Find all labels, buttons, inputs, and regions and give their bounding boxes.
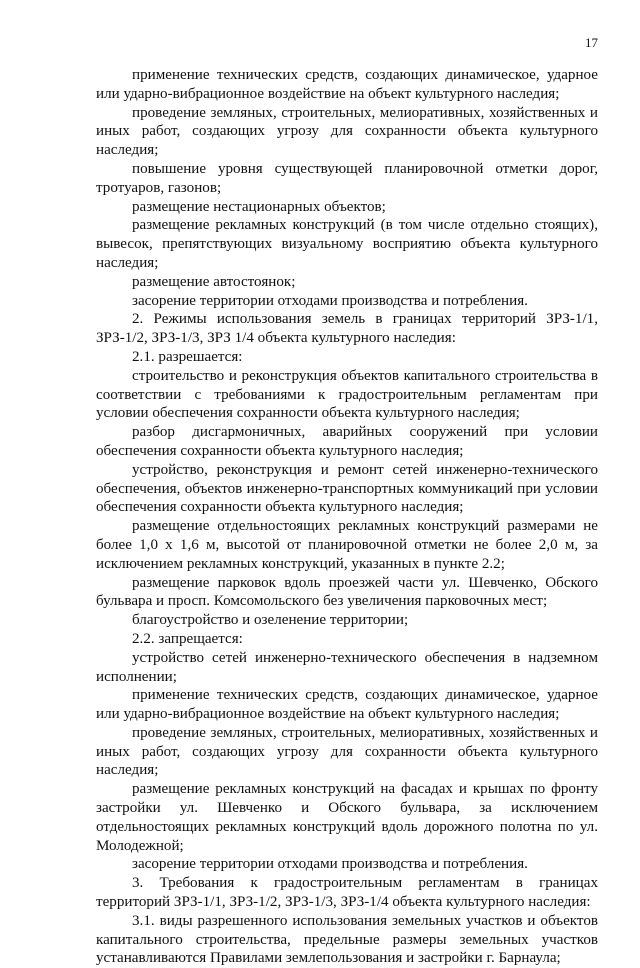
paragraph: благоустройство и озеленение территории; (132, 612, 409, 629)
subsection-heading: 2.2. запрещается: (132, 630, 243, 647)
section-heading: 3. Требования к градостроительным регламентам в границах территорий ЗРЗ-1/1, ЗРЗ-1/2, ЗРЗ-1/3, ЗРЗ-1/4 объекта культурного наследия: (96, 875, 598, 911)
paragraph: размещение автостоянок; (132, 273, 296, 290)
paragraph: засорение территории отходами производства и потребления. (132, 292, 528, 309)
paragraph: проведение земляных, строительных, мелиоративных, хозяйственных и иных работ, создающих угрозу для сохранности объекта культурного наследия; (96, 724, 598, 779)
paragraph: засорение территории отходами производства и потребления. (132, 856, 528, 873)
paragraph: применение технических средств, создающих динамическое, ударное или ударно-вибрационное воздействие на объект культурного наследия; (96, 687, 598, 723)
page-number: 17 (585, 35, 598, 50)
paragraph: проведение земляных, строительных, мелиоративных, хозяйственных и иных работ, создающих угрозу для сохранности объекта культурного наследия; (96, 104, 598, 159)
paragraph: устройство, реконструкция и ремонт сетей инженерно-технического обеспечения, объектов инженерно-транспортных коммуникаций при условии обеспечения сохранности объекта культурного наследия; (96, 461, 598, 516)
paragraph: повышение уровня существующей планировочной отметки дорог, тротуаров, газонов; (96, 160, 598, 196)
paragraph: устройство сетей инженерно-технического обеспечения в надземном исполнении; (96, 649, 598, 685)
subsection-heading: 2.1. разрешается: (132, 348, 243, 365)
section-heading: 2. Режимы использования земель в границах территорий ЗРЗ-1/1, ЗРЗ-1/2, ЗРЗ-1/3, ЗРЗ 1/4 объекта культурного наследия: (96, 311, 598, 347)
paragraph: строительство и реконструкция объектов капитального строительства в соответствии с требованиями к градостроительным регламентам при условии обеспечения сохранности объекта культурного наследия; (96, 367, 598, 422)
paragraph: размещение парковок вдоль проезжей части ул. Шевченко, Обского бульвара и просп. Комсомольского без увеличения парковочных мест; (96, 574, 598, 610)
paragraph: размещение отдельностоящих рекламных конструкций размерами не более 1,0 х 1,6 м, высотой от планировочной отметки не более 2,0 м, за исключением рекламных конструкций, указанных в пункте 2.2; (96, 518, 598, 572)
paragraph: размещение рекламных конструкций на фасадах и крышах по фронту застройки ул. Шевченко и Обского бульвара, за исключением отдельностоящих рекламных конструкций вдоль дорожного полотна по ул. Молодежной; (96, 781, 598, 854)
paragraph: размещение нестационарных объектов; (132, 198, 386, 215)
paragraph: размещение рекламных конструкций (в том числе отдельно стоящих), вывесок, препятствующих визуальному восприятию объекта культурного наследия; (96, 217, 598, 271)
document-body (96, 66, 598, 968)
paragraph: 3.1. виды разрешенного использования земельных участков и объектов капитального строительства, предельные размеры земельных участков устанавливаются Правилами землепользования и застройки г. Барнаула; (96, 912, 598, 967)
paragraph: разбор дисгармоничных, аварийных сооружений при условии обеспечения сохранности объекта культурного наследия; (96, 424, 598, 459)
paragraph: применение технических средств, создающих динамическое, ударное или ударно-вибрационное воздействие на объект культурного наследия; (96, 67, 598, 102)
